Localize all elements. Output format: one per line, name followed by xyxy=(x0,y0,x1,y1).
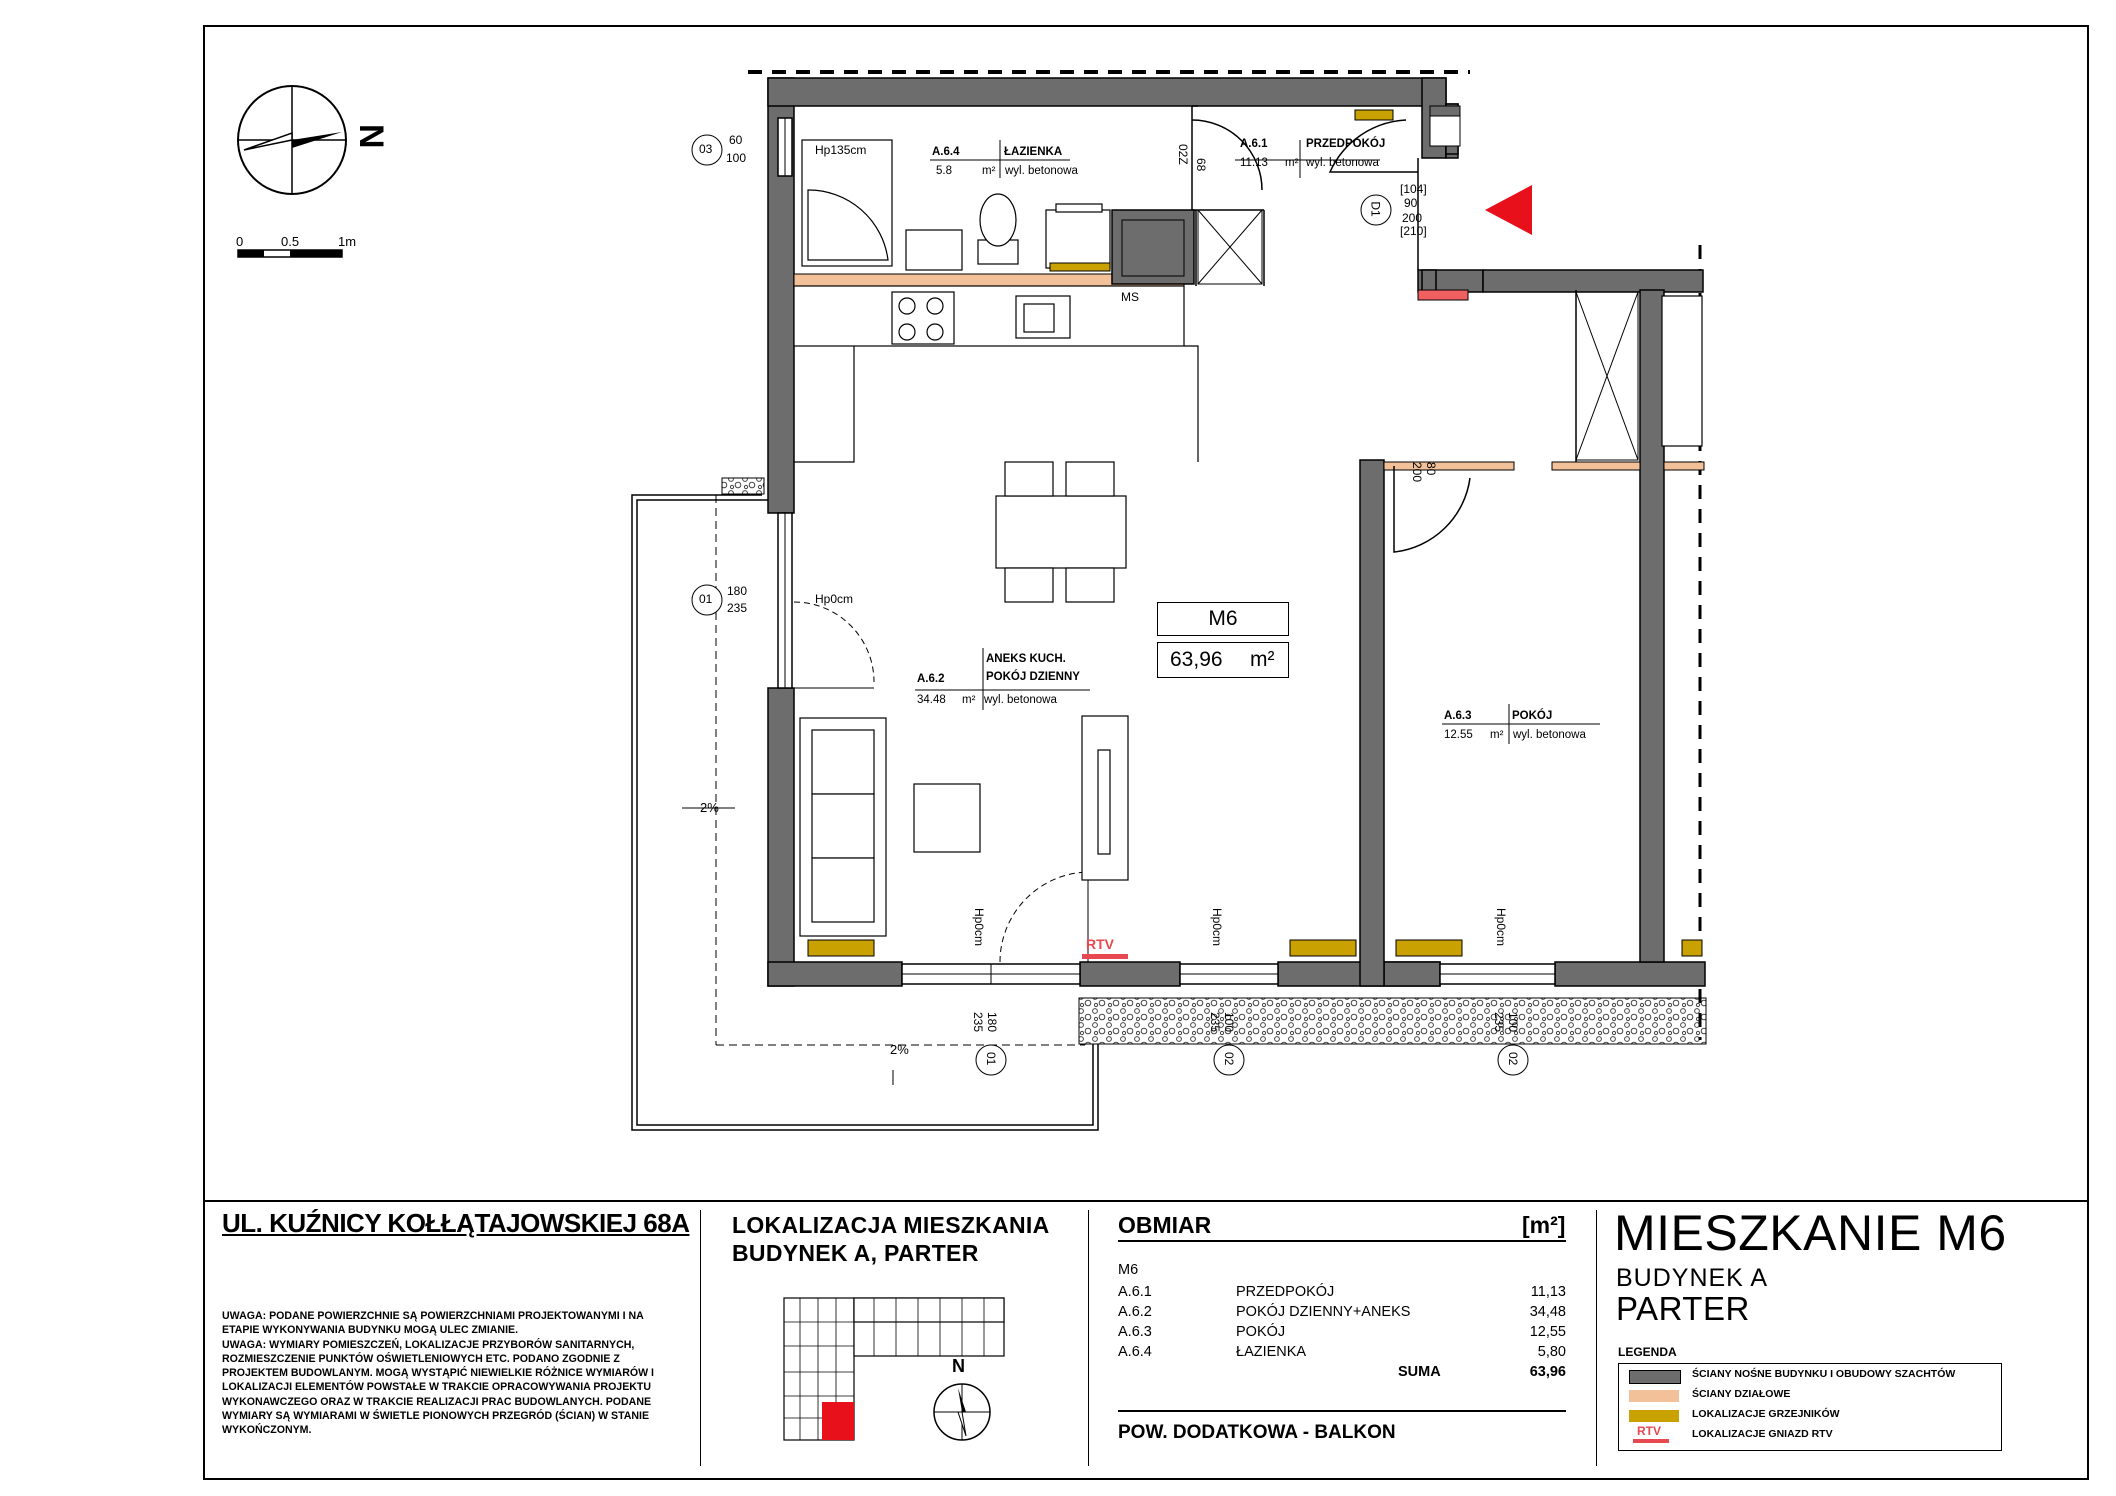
address-title: UL. KUŹNICY KOŁŁĄTAJOWSKIEJ 68A xyxy=(222,1208,690,1238)
obmiar-table xyxy=(1118,1282,1566,1382)
win03-tag: 03 xyxy=(699,142,713,156)
unit-area-unit: m² xyxy=(1250,648,1275,671)
bottom02b-sill: Hp0cm xyxy=(1494,908,1508,947)
room-floor-a64: wyl. betonowa xyxy=(1005,165,1078,177)
bottom01-h: 235 xyxy=(971,1012,985,1033)
room-unit-a63: m² xyxy=(1490,729,1504,741)
bottom02b-h: 235 xyxy=(1492,1012,1506,1033)
room-area-a64: 5.8 xyxy=(936,165,952,177)
room-unit-a62: m² xyxy=(962,694,976,706)
table-row xyxy=(1118,1302,1566,1322)
bottom01-tag: 01 xyxy=(984,1052,998,1066)
obmiar-name: POKÓJ DZIENNY+ANEKS xyxy=(1236,1304,1411,1320)
win03-sill: Hp135cm xyxy=(815,143,867,157)
bottom01-sill: Hp0cm xyxy=(972,908,986,947)
room-floor-a62: wyl. betonowa xyxy=(984,694,1057,706)
doord1-c: 200 xyxy=(1402,211,1423,225)
obmiar-code: A.6.3 xyxy=(1118,1324,1152,1340)
win01-w: 180 xyxy=(727,584,748,598)
rtv-label: RTV xyxy=(1086,936,1114,952)
legend-text: ŚCIANY NOŚNE BUDYNKU I OBUDOWY SZACHTÓW xyxy=(1692,1368,1956,1380)
notes xyxy=(222,1309,682,1438)
obmiar-name: POKÓJ xyxy=(1236,1324,1286,1340)
door02z-w: 68 xyxy=(1194,158,1208,172)
table-row xyxy=(1118,1322,1566,1342)
room-unit-a61: m² xyxy=(1285,157,1299,169)
legend-swatch xyxy=(1629,1370,1681,1384)
gravel-strip xyxy=(1079,998,1706,1044)
room-code-a63: A.6.3 xyxy=(1444,710,1472,722)
obmiar-group: M6 xyxy=(1118,1262,1139,1278)
win01-tag: 01 xyxy=(699,592,713,606)
room-name-a63: POKÓJ xyxy=(1512,710,1553,722)
scale-label-0: 0 xyxy=(236,234,244,249)
compass-letter: N xyxy=(352,124,390,149)
bottom02a-h: 235 xyxy=(1208,1012,1222,1033)
building-label: BUDYNEK A xyxy=(1616,1264,1769,1292)
bearing-walls xyxy=(768,78,1705,986)
scale-bar xyxy=(238,250,342,257)
obmiar-name: PRZEDPOKÓJ xyxy=(1236,1284,1335,1300)
table-row xyxy=(1118,1362,1566,1382)
unit-area-value: 63,96 xyxy=(1170,648,1223,671)
suma-label: SUMA xyxy=(1398,1364,1441,1380)
obmiar-name: ŁAZIENKA xyxy=(1236,1344,1307,1360)
obmiar-rule xyxy=(1118,1240,1566,1242)
floor-label: PARTER xyxy=(1616,1290,1750,1327)
unit-label-box: M6 xyxy=(1157,602,1289,636)
entrance-arrow-icon xyxy=(1485,185,1532,235)
obmiar-value: 34,48 xyxy=(1529,1304,1566,1320)
bottom02b-w: 100 xyxy=(1506,1012,1520,1033)
room-name-a61: PRZEDPOKÓJ xyxy=(1306,138,1386,150)
legend-rtv-mark: RTV xyxy=(1637,1424,1661,1438)
divider-1 xyxy=(700,1210,701,1466)
ms-label: MS xyxy=(1121,290,1139,304)
slope-label: 2% xyxy=(700,800,719,815)
table-row xyxy=(1118,1282,1566,1302)
win03-w: 60 xyxy=(729,133,743,147)
location-compass-letter: N xyxy=(952,1356,965,1376)
scale-label-half: 0.5 xyxy=(281,234,300,249)
win03-h: 100 xyxy=(726,151,747,165)
legend-text: LOKALIZACJE GNIAZD RTV xyxy=(1692,1428,1833,1440)
room-name-a62-line2: POKÓJ DZIENNY xyxy=(986,671,1080,683)
doord3-w: 80 xyxy=(1424,462,1438,476)
bottom02b-tag: 02 xyxy=(1506,1052,1520,1066)
door02z-tag: 02Z xyxy=(1176,144,1190,165)
doord3-h: 200 xyxy=(1410,462,1424,483)
legend-text: ŚCIANY DZIAŁOWE xyxy=(1692,1388,1791,1400)
unit-area-box xyxy=(1157,642,1289,678)
obmiar-value: 12,55 xyxy=(1529,1324,1566,1340)
obmiar-code: A.6.1 xyxy=(1118,1284,1152,1300)
win01-sill: Hp0cm xyxy=(815,592,854,606)
north-arrow-icon xyxy=(238,86,346,194)
bottom01-w: 180 xyxy=(985,1012,999,1033)
divider-3 xyxy=(1596,1210,1597,1466)
divider-2 xyxy=(1088,1210,1089,1466)
table-row xyxy=(1118,1342,1566,1362)
bottom02a-sill: Hp0cm xyxy=(1210,908,1224,947)
doord1-a: [104] xyxy=(1400,182,1427,196)
obmiar-unit: [m²] xyxy=(1522,1212,1566,1238)
obmiar-title: OBMIAR xyxy=(1118,1212,1212,1238)
obmiar-code: A.6.4 xyxy=(1118,1344,1152,1360)
bottom02a-tag: 02 xyxy=(1222,1052,1236,1066)
room-area-a63: 12.55 xyxy=(1444,729,1473,741)
obmiar-value: 11,13 xyxy=(1530,1284,1566,1300)
title-block-separator xyxy=(203,1200,2089,1202)
legend-swatch xyxy=(1629,1410,1679,1422)
room-unit-a64: m² xyxy=(982,165,996,177)
legend-text: LOKALIZACJE GRZEJNIKÓW xyxy=(1692,1408,1840,1420)
doord1-tag: D1 xyxy=(1368,201,1383,217)
unit-location-marker xyxy=(822,1402,854,1440)
bottom02a-w: 100 xyxy=(1222,1012,1236,1033)
doord1-d: [210] xyxy=(1400,224,1427,238)
room-floor-a61: wyl. betonowa xyxy=(1306,157,1379,169)
obmiar-code: A.6.2 xyxy=(1118,1304,1152,1320)
legend-swatch xyxy=(1633,1439,1669,1443)
location-compass-icon xyxy=(930,1380,994,1444)
room-area-a61: 11.13 xyxy=(1240,157,1268,169)
suma-value: 63,96 xyxy=(1529,1364,1566,1380)
legend xyxy=(1618,1363,2002,1451)
room-floor-a63: wyl. betonowa xyxy=(1513,729,1586,741)
slope-label-bottom: 2% xyxy=(890,1042,909,1057)
additional-area-label: POW. DODATKOWA - BALKON xyxy=(1118,1422,1396,1443)
doord1-b: 90 xyxy=(1404,196,1418,210)
legend-swatch xyxy=(1629,1390,1679,1402)
scale-label-1m: 1m xyxy=(338,234,357,249)
win01-h: 235 xyxy=(727,601,748,615)
room-area-a62: 34.48 xyxy=(917,694,946,706)
main-title: MIESZKANIE M6 xyxy=(1614,1205,2007,1261)
room-code-a61: A.6.1 xyxy=(1240,138,1268,150)
location-subtitle: BUDYNEK A, PARTER xyxy=(732,1240,979,1266)
room-code-a64: A.6.4 xyxy=(932,146,960,158)
obmiar-value: 5,80 xyxy=(1537,1344,1566,1360)
note-1: UWAGA: PODANE POWIERZCHNIE SĄ POWIERZCHNIAMI PROJEKTOWANYMI I NA ETAPIE WYKONYWANIA BUDYNKU MOGĄ ULEC ZMIANIE. xyxy=(222,1310,644,1337)
legend-title: LEGENDA xyxy=(1618,1345,1677,1359)
room-name-a62-line1: ANEKS KUCH. xyxy=(986,653,1066,665)
obmiar-rule-bottom xyxy=(1118,1410,1566,1412)
note-2: UWAGA: WYMIARY POMIESZCZEŃ, LOKALIZACJE PRZYBORÓW SANITARNYCH, ROZMIESZCZENIE PUNKTÓW OŚWIETLENIOWYCH ETC. PODANO ZGODNIE Z PROJEKTEM BUDOWLANYM. MOGĄ WYSTĄPIĆ NIEWIELKIE RÓŻNICE WYMIARÓW I LOKALIZACJI ELEMENTÓW POWSTAŁE W TRAKCIE OPRACOWYWANIA PROJEKTU WYKONAWCZEGO ORAZ W TRAKCIE REALIZACJI PRAC BUDOWLANYCH. PODANE WYMIARY SĄ WYMIARAMI W ŚWIETLE PIONOWYCH PRZEGRÓD (ŚCIAN) W STANIE WYKOŃCZONYM. xyxy=(222,1338,654,1437)
location-title: LOKALIZACJA MIESZKANIA xyxy=(732,1212,1050,1238)
room-code-a62: A.6.2 xyxy=(917,673,945,685)
room-name-a64: ŁAZIENKA xyxy=(1004,146,1063,158)
